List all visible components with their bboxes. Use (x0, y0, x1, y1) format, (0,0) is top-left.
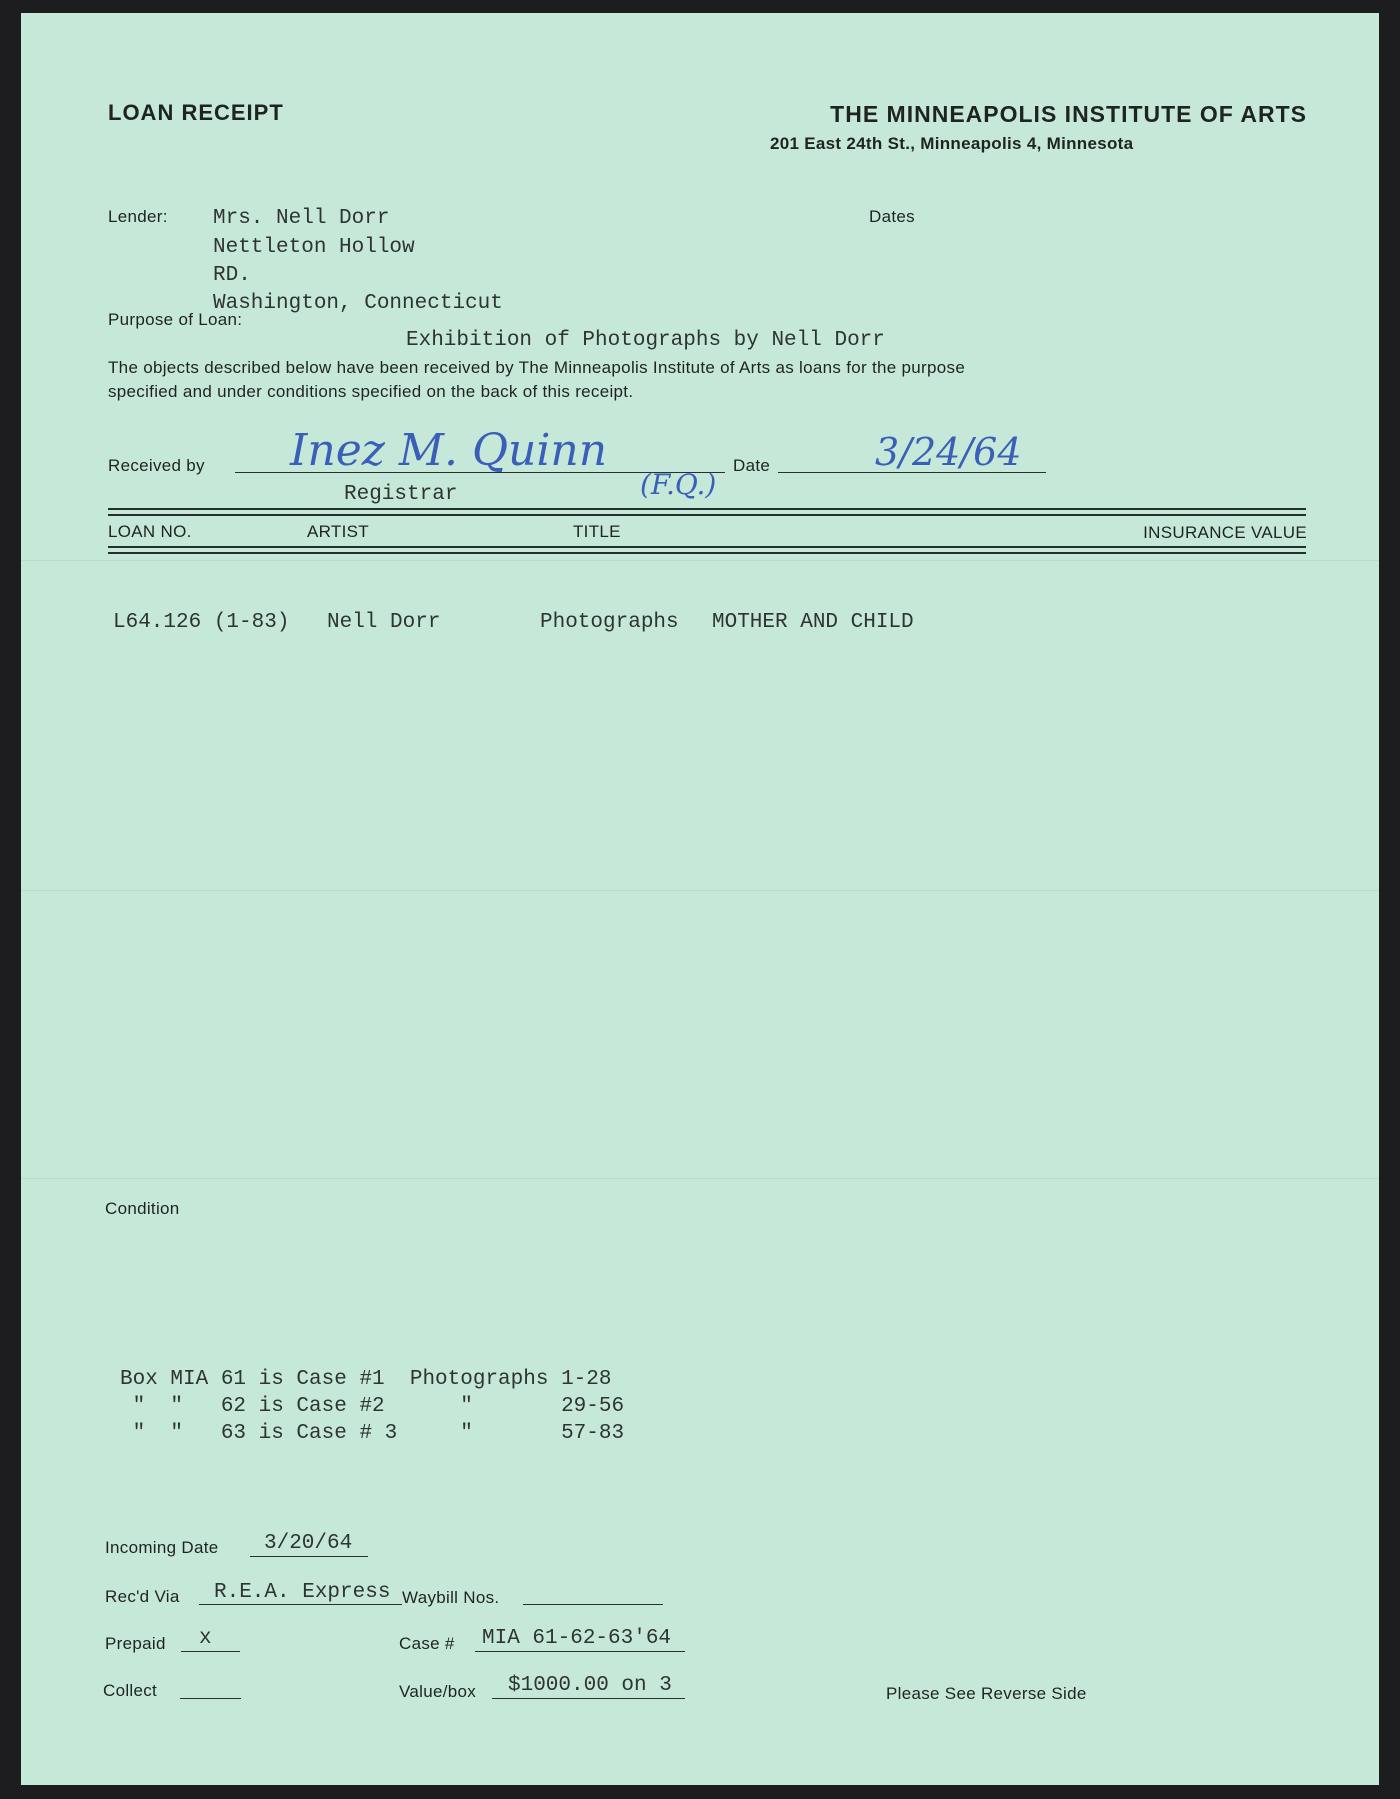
registrar-signature: Inez M. Quinn (290, 425, 608, 476)
row-medium: Photographs (540, 611, 679, 634)
table-top-rule (108, 508, 1306, 510)
table-top-rule-2 (108, 514, 1306, 516)
dates-label: Dates (869, 207, 915, 226)
lender-rd: RD. (213, 264, 251, 287)
row-artist: Nell Dorr (327, 611, 441, 634)
statement-line-1: The objects described below have been received by The Minneapolis Institute of Arts as loans for the purpose (108, 358, 966, 377)
prepaid-line (181, 1651, 240, 1652)
box-line-2: " " 62 is Case #2 " 29-56 (120, 1395, 625, 1418)
lender-name: Mrs. Nell Dorr (213, 207, 390, 230)
institution-name: THE MINNEAPOLIS INSTITUTE OF ARTS (830, 101, 1307, 127)
waybill-line (523, 1604, 663, 1605)
statement-line-2: specified and under conditions specified on the back of this receipt. (108, 382, 634, 401)
value-per-box-value: $1000.00 on 3 (508, 1674, 672, 1697)
header-artist: ARTIST (307, 522, 369, 541)
case-value: MIA 61-62-63'64 (482, 1627, 672, 1650)
row-loan-no: L64.126 (1-83) (113, 611, 290, 634)
purpose-value: Exhibition of Photographs by Nell Dorr (406, 329, 885, 352)
table-bottom-rule (108, 546, 1306, 548)
incoming-date-line (250, 1556, 368, 1557)
row-title: MOTHER AND CHILD (712, 611, 914, 634)
header-loan-no: LOAN NO. (108, 522, 192, 541)
fold-line-middle (21, 890, 1379, 891)
header-title: TITLE (573, 522, 621, 541)
waybill-label: Waybill Nos. (402, 1588, 500, 1607)
registrar-role: Registrar (344, 483, 458, 506)
purpose-label: Purpose of Loan: (108, 310, 243, 329)
collect-label: Collect (103, 1681, 158, 1700)
fold-line-upper (21, 560, 1379, 561)
form-title: LOAN RECEIPT (108, 100, 284, 125)
lender-label: Lender: (108, 207, 168, 226)
header-insurance-value: INSURANCE VALUE (1143, 523, 1307, 542)
box-line-1: Box MIA 61 is Case #1 Photographs 1-28 (120, 1368, 612, 1391)
recd-via-line (199, 1604, 402, 1605)
prepaid-value: x (199, 1627, 212, 1650)
prepaid-label: Prepaid (105, 1634, 166, 1653)
box-line-3: " " 63 is Case # 3 " 57-83 (120, 1422, 625, 1445)
case-label: Case # (399, 1634, 455, 1653)
condition-label: Condition (105, 1199, 180, 1218)
recd-via-label: Rec'd Via (105, 1587, 180, 1606)
collect-line (180, 1698, 241, 1699)
registrar-initials: (F.Q.) (640, 468, 717, 501)
received-by-label: Received by (108, 456, 205, 475)
received-date: 3/24/64 (875, 430, 1022, 474)
table-bottom-rule-2 (108, 552, 1306, 554)
institution-address: 201 East 24th St., Minneapolis 4, Minnesota (770, 134, 1134, 153)
incoming-date-label: Incoming Date (105, 1538, 219, 1557)
value-per-box-line (492, 1698, 685, 1699)
incoming-date-value: 3/20/64 (264, 1532, 353, 1555)
fold-line-lower (21, 1178, 1379, 1179)
date-label: Date (733, 456, 771, 475)
reverse-side-note: Please See Reverse Side (886, 1684, 1087, 1703)
value-per-box-label: Value/box (399, 1682, 477, 1701)
case-line (475, 1651, 685, 1652)
lender-city: Washington, Connecticut (213, 292, 503, 315)
lender-street: Nettleton Hollow (213, 236, 415, 259)
recd-via-value: R.E.A. Express (214, 1581, 391, 1604)
